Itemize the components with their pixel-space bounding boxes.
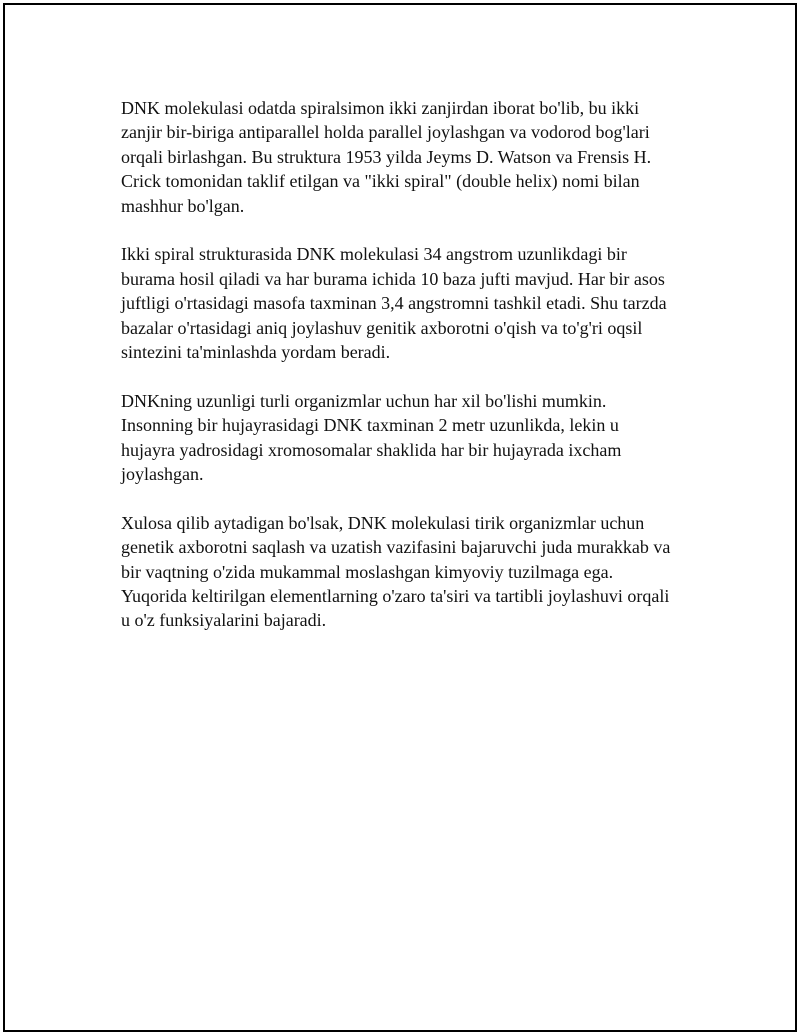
page-border [3,3,797,1032]
paragraph-dna-structure: DNK molekulasi odatda spiralsimon ikki zanjirdan iborat bo'lib, bu ikki zanjir bir-biriga antiparallel holda parallel joylashgan va vodorod bog'lari orqali birlashgan. Bu struktura 1953 yilda Jeyms D. Watson va Frensis H. Crick tomonidan taklif etilgan va "ikki spiral" (double helix) nomi bilan mashhur bo'lgan. [121,98,652,216]
document-body [121,96,701,657]
paragraph-conclusion: Xulosa qilib aytadigan bo'lsak, DNK molekulasi tirik organizmlar uchun genetik axborotni saqlash va uzatish vazifasini bajaruvchi juda murakkab va bir vaqtning o'zida mukammal moslashgan kimyoviy tuzilmaga ega. Yuqorida keltirilgan elementlarning o'zaro ta'siri va tartibli joylashuvi orqali u o'z funksiyalarini bajaradi. [121,512,671,631]
paragraph-double-helix-dimensions: Ikki spiral strukturasida DNK molekulasi 34 angstrom uzunlikdagi bir burama hosil qiladi va har burama ichida 10 baza jufti mavjud. Har bir asos juftligi o'rtasidagi masofa taxminan 3,4 angstromni tashkil etadi. Shu tarzda bazalar o'rtasidagi aniq joylashuv genitik axborotni o'qish va to'g'ri oqsil sintezini ta'minlashda yordam beradi. [121,244,667,363]
paragraph-dna-length: DNKning uzunligi turli organizmlar uchun har xil bo'lishi mumkin. Insonning bir hujayrasidagi DNK taxminan 2 metr uzunlikda, lekin u hujayra yadrosidagi xromosomalar shaklida har bir hujayrada ixcham joylashgan. [121,390,622,485]
